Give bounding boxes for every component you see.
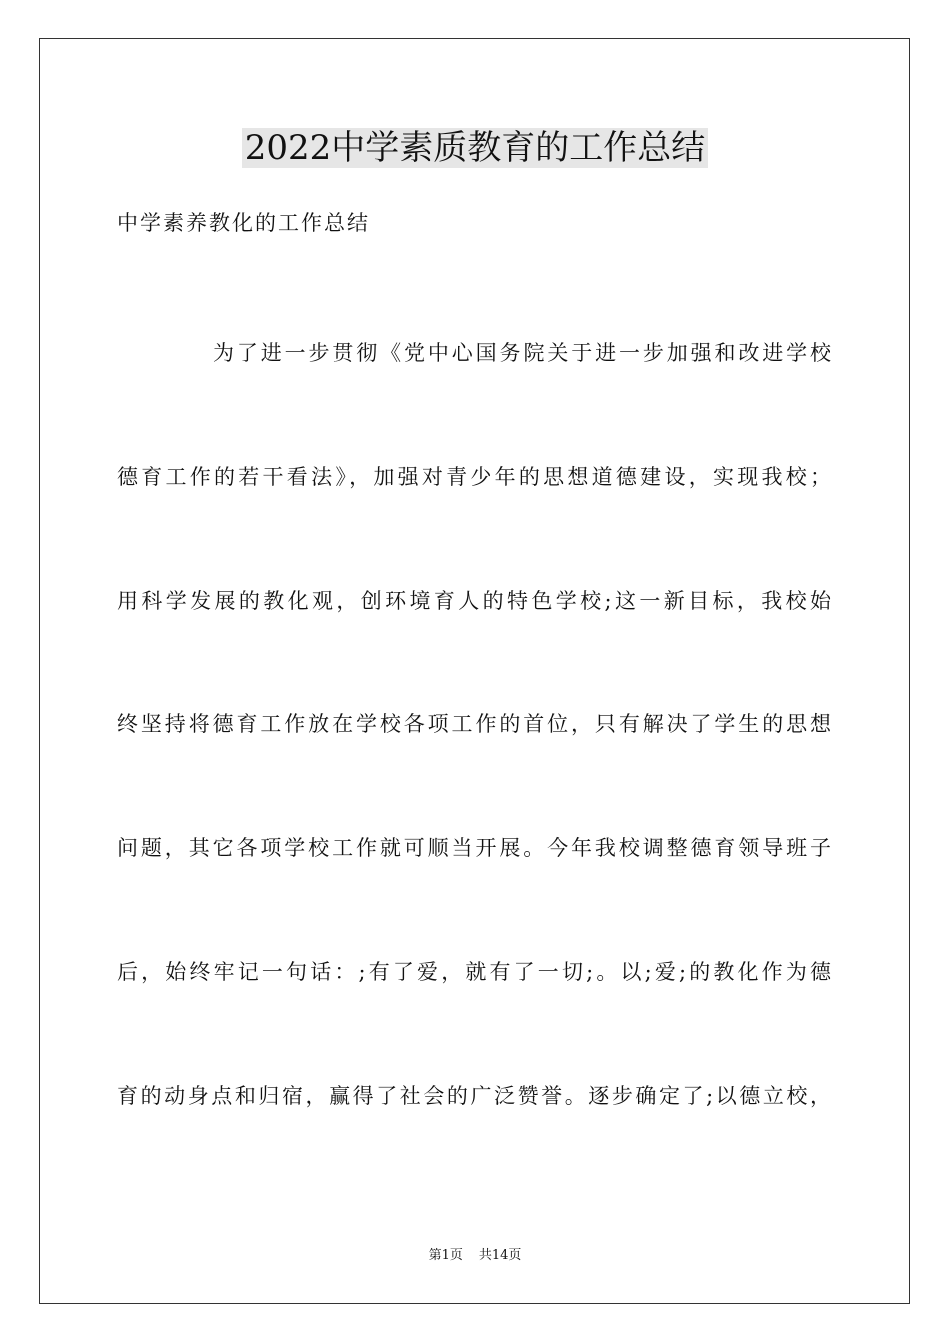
body-line-4: 终坚持将德育工作放在学校各项工作的首位，只有解决了学生的思想: [117, 712, 833, 736]
page-number: 第1页: [428, 1248, 463, 1263]
body-line-2: 德育工作的若干看法》，加强对青少年的思想道德建设，实现我校；: [117, 465, 833, 489]
body-line-5: 问题，其它各项学校工作就可顺当开展。今年我校调整德育领导班子: [117, 836, 833, 860]
total-pages: 共14页: [478, 1248, 522, 1263]
document-subtitle: 中学素养教化的工作总结: [117, 211, 370, 235]
body-line-6: 后，始终牢记一句话：;有了爱，就有了一切;。以;爱;的教化作为德: [117, 960, 833, 984]
document-title-text: 2022中学素质教育的工作总结: [242, 128, 709, 168]
document-title: [0, 123, 950, 173]
page-footer: [0, 1246, 950, 1266]
body-line-1: 为了进一步贯彻《党中心国务院关于进一步加强和改进学校: [213, 341, 833, 365]
body-line-3: 用科学发展的教化观，创环境育人的特色学校;这一新目标，我校始: [117, 589, 833, 613]
body-line-7: 育的动身点和归宿，赢得了社会的广泛赞誉。逐步确定了;以德立校，: [117, 1084, 833, 1108]
